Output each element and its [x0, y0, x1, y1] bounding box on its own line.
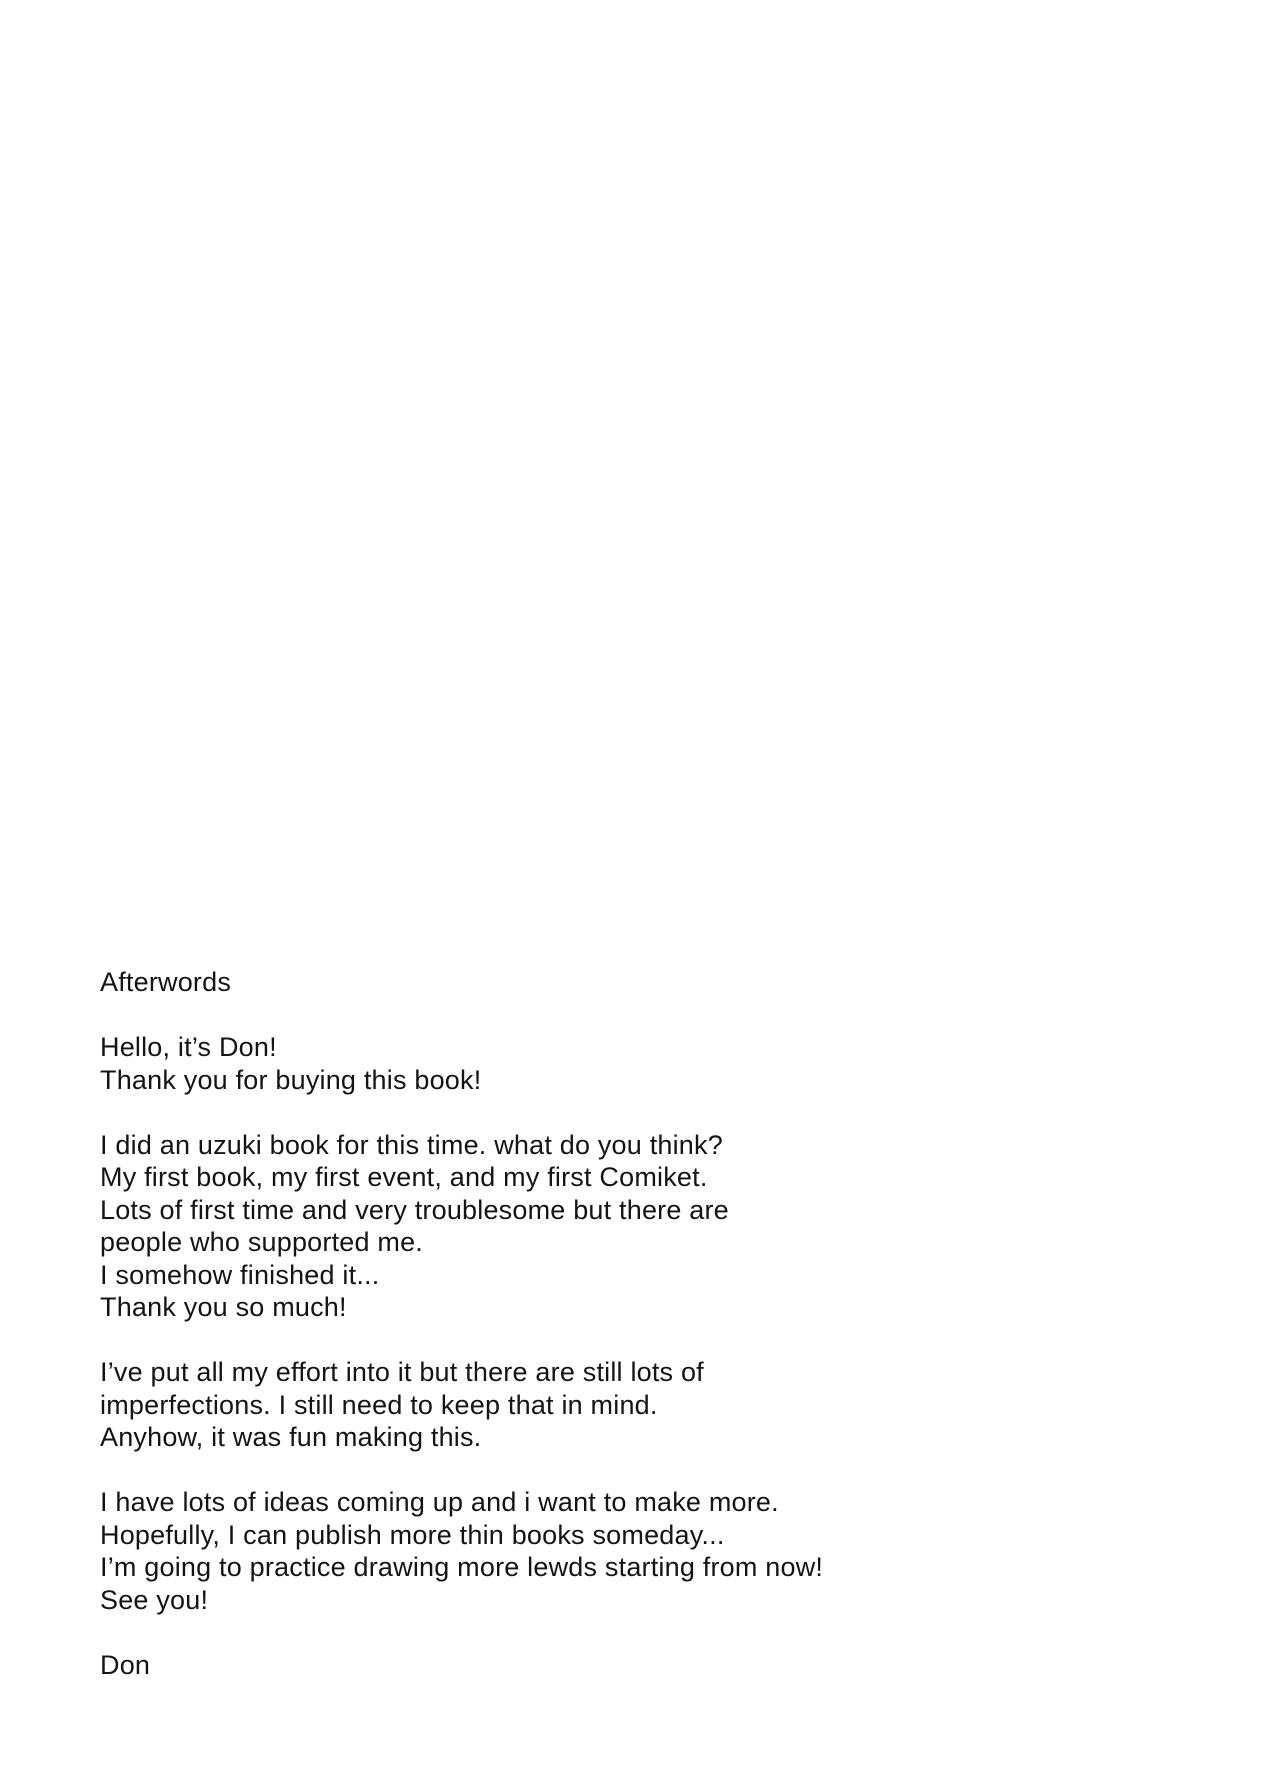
- afterword-title: Afterwords: [100, 967, 232, 997]
- text-line: I somehow finished it...: [100, 1259, 380, 1290]
- afterword-text-block: [100, 966, 980, 1681]
- text-line: Thank you for buying this book!: [100, 1064, 482, 1095]
- text-line: I have lots of ideas coming up and i want to make more.: [100, 1487, 779, 1517]
- text-line: imperfections. I still need to keep that in mind.: [100, 1389, 658, 1420]
- text-line: Hello, it’s Don!: [100, 1032, 277, 1062]
- text-line: See you!: [100, 1584, 209, 1615]
- paragraph-future-plans: [100, 1486, 980, 1616]
- text-line: Anyhow, it was fun making this.: [100, 1422, 482, 1452]
- text-line: I did an uzuki book for this time. what do you think?: [100, 1129, 723, 1160]
- text-line: Thank you so much!: [100, 1292, 347, 1322]
- signature: Don: [100, 1649, 151, 1680]
- text-line: Hopefully, I can publish more thin books someday...: [100, 1519, 725, 1550]
- text-line: I’ve put all my effort into it but there are still lots of: [100, 1357, 704, 1387]
- paragraph-greeting: [100, 1031, 980, 1096]
- paragraph-first-book: [100, 1129, 980, 1324]
- text-line: My first book, my first event, and my first Comiket.: [100, 1162, 708, 1192]
- text-line: Lots of first time and very troublesome but there are: [100, 1194, 729, 1225]
- text-line: people who supported me.: [100, 1227, 424, 1257]
- paragraph-effort: [100, 1356, 980, 1454]
- text-line: I’m going to practice drawing more lewds starting from now!: [100, 1552, 824, 1582]
